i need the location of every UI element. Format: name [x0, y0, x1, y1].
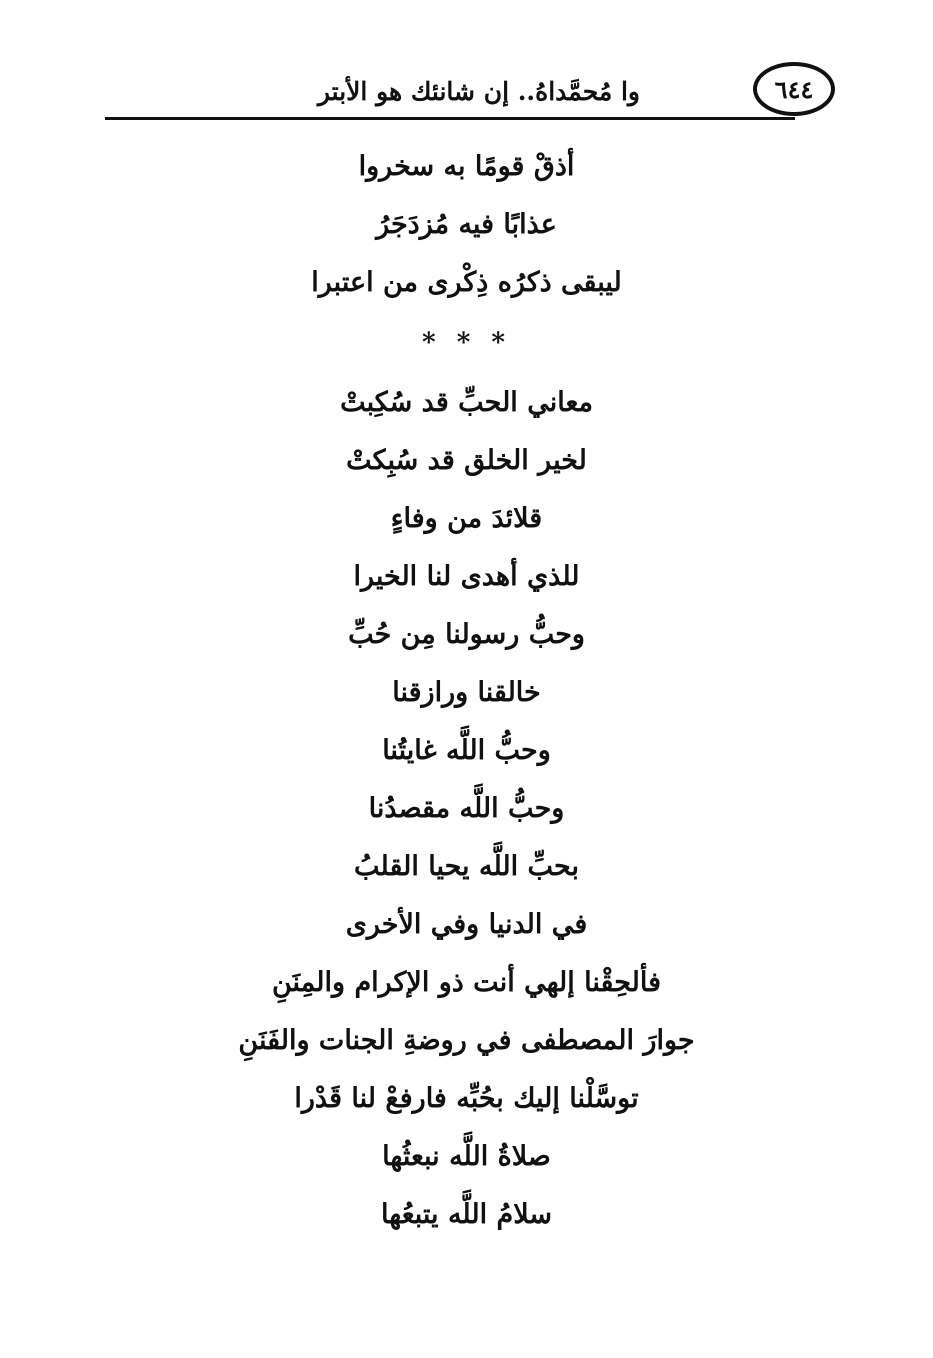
poem-line: لخير الخلق قد سُبِكتْ	[346, 445, 587, 476]
poem-line: صلاةُ اللَّه نبعثُها	[382, 1141, 551, 1172]
poem	[0, 138, 933, 1244]
poem-line: قلائدَ من وفاءٍ	[390, 503, 543, 534]
poem-line: خالقنا ورازقنا	[392, 677, 541, 708]
poem-line: وحبُّ اللَّه مقصدُنا	[368, 793, 565, 824]
running-title: وا مُحمَّداهُ.. إن شانئك هو الأبتر	[317, 77, 640, 106]
poem-line: وحبُّ اللَّه غايتُنا	[382, 735, 551, 766]
poem-line: للذي أهدى لنا الخيرا	[353, 561, 580, 592]
page-number: ٦٤٤	[774, 74, 814, 104]
poem-line: وحبُّ رسولنا مِن حُبِّ	[348, 619, 585, 650]
poem-line: فألحِقْنا إلهي أنت ذو الإكرام والمِنَنِ	[271, 967, 662, 998]
poem-line: معاني الحبِّ قد سُكِبتْ	[340, 387, 593, 418]
poem-line: عذابًا فيه مُزدَجَرُ	[376, 209, 557, 240]
poem-line: بحبِّ اللَّه يحيا القلبُ	[354, 851, 579, 882]
page-header	[105, 62, 835, 128]
poem-line: سلامُ اللَّه يتبعُها	[381, 1199, 552, 1230]
poem-line: جوارَ المصطفى في روضةِ الجنات والفَنَنِ	[238, 1025, 695, 1056]
poem-line: أذقْ قومًا به سخروا	[358, 151, 575, 182]
poem-line: توسَّلْنا إليك بحُبِّه فارفعْ لنا قَدْرا	[294, 1083, 639, 1114]
header-rule	[105, 117, 795, 120]
poem-line: ليبقى ذكرُه ذِكْرى من اعتبرا	[311, 267, 622, 298]
poem-line: في الدنيا وفي الأخرى	[345, 909, 588, 940]
section-separator: * * *	[422, 328, 511, 358]
page-number-badge	[753, 62, 835, 116]
